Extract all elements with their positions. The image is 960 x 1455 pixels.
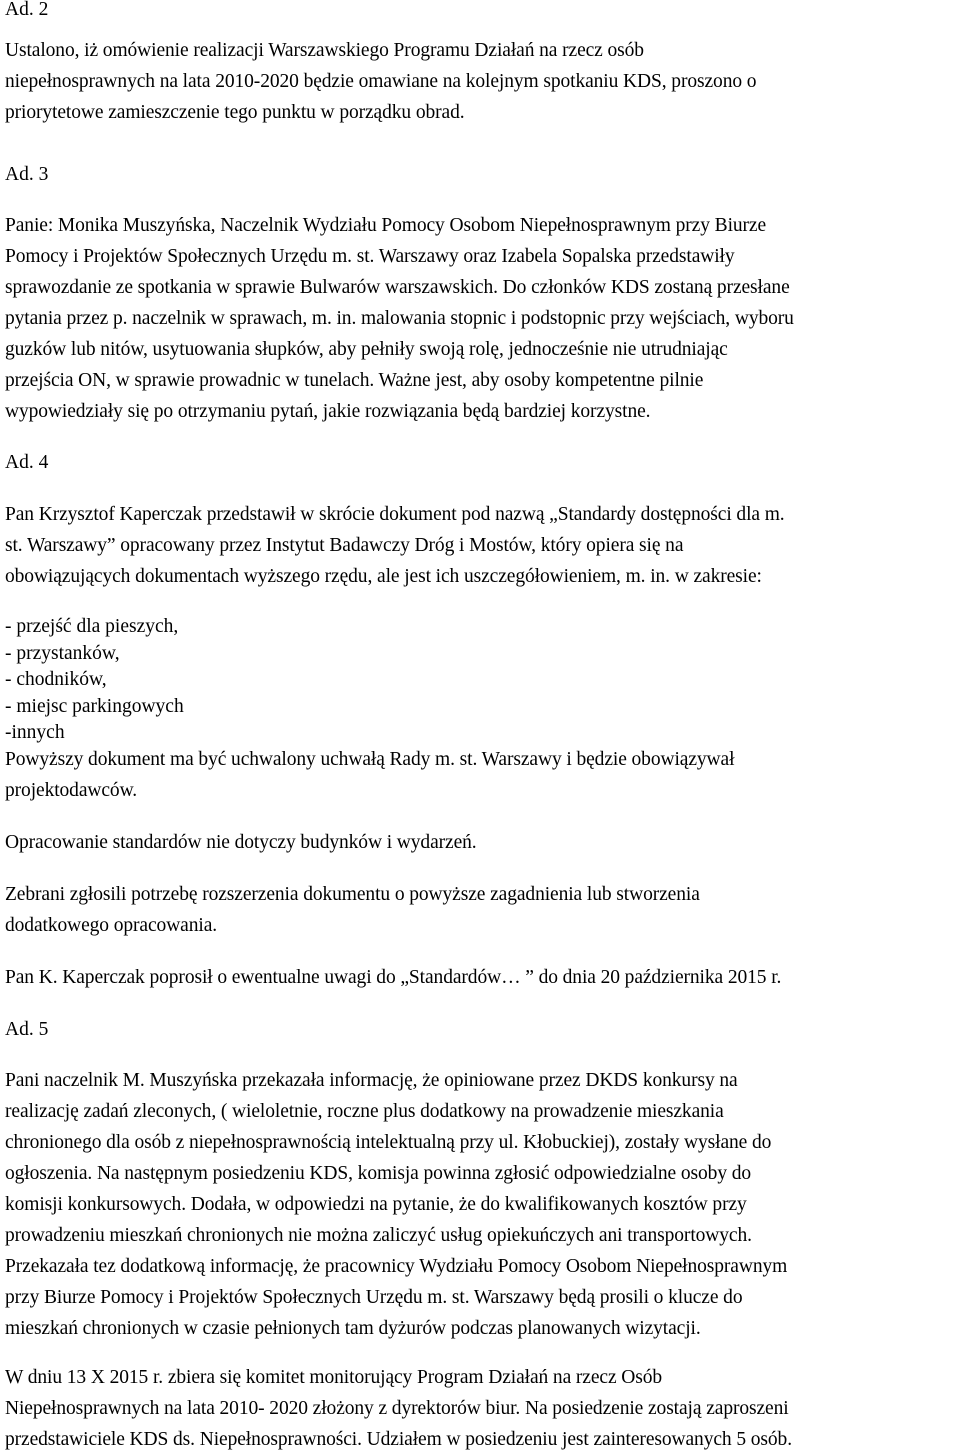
ad2-line: Ustalono, iż omówienie realizacji Warszawskiego Programu Działań na rzecz osób: [5, 40, 644, 61]
ad4-line: Pan K. Kaperczak poprosił o ewentualne uwagi do „Standardów… ” do dnia 20 października 2015 r.: [5, 967, 782, 988]
ad3-line: przejścia ON, w sprawie prowadnic w tunelach. Ważne jest, aby osoby kompetentne pilnie: [5, 370, 704, 391]
ad3-heading: Ad. 3: [5, 164, 49, 185]
final-line: Niepełnosprawnych na lata 2010- 2020 złożony z dyrektorów biur. Na posiedzenie zostają zaproszeni: [5, 1398, 789, 1419]
ad4-heading: Ad. 4: [5, 452, 49, 473]
ad5-line: komisji konkursowych. Dodała, w odpowiedzi na pytanie, że do kwalifikowanych kosztów przy: [5, 1194, 747, 1215]
list-item: - chodników,: [5, 669, 107, 690]
ad3-line: wypowiedziały się po otrzymaniu pytań, jakie rozwiązania będą bardziej korzystne.: [5, 401, 651, 422]
ad5-heading: Ad. 5: [5, 1019, 49, 1040]
ad4-line: Zebrani zgłosili potrzebę rozszerzenia dokumentu o powyższe zagadnienia lub stworzenia: [5, 884, 700, 905]
ad4-line: Powyższy dokument ma być uchwalony uchwałą Rady m. st. Warszawy i będzie obowiązywał: [5, 749, 735, 770]
ad4-line: Pan Krzysztof Kaperczak przedstawił w skrócie dokument pod nazwą „Standardy dostępności dla m.: [5, 504, 785, 525]
ad2-heading: Ad. 2: [5, 0, 49, 20]
final-line: W dniu 13 X 2015 r. zbiera się komitet monitorujący Program Działań na rzecz Osób: [5, 1367, 663, 1388]
ad2-paragraph: [5, 35, 756, 128]
ad5-line: prowadzeniu mieszkań chronionych nie można zaliczyć usług opiekuńczych ani transportowych.: [5, 1225, 752, 1246]
ad3-line: Panie: Monika Muszyńska, Naczelnik Wydziału Pomocy Osobom Niepełnosprawnym przy Biurze: [5, 215, 767, 236]
ad2-line: niepełnosprawnych na lata 2010-2020 będzie omawiane na kolejnym spotkaniu KDS, proszono o: [5, 71, 757, 92]
ad4-paragraph-3: [5, 879, 700, 941]
ad3-line: sprawozdanie ze spotkania w sprawie Bulwarów warszawskich. Do członków KDS zostaną przesłane: [5, 277, 790, 298]
ad4-line: obowiązujących dokumentach wyższego rzędu, ale jest ich uszczegółowieniem, m. in. w zakresie:: [5, 566, 762, 587]
ad3-line: Pomocy i Projektów Społecznych Urzędu m. st. Warszawy oraz Izabela Sopalska przedstawiły: [5, 246, 735, 267]
ad5-line: ogłoszenia. Na następnym posiedzeniu KDS, komisja powinna zgłosić odpowiedzialne osoby do: [5, 1163, 752, 1184]
ad4-after-list: [5, 744, 734, 806]
list-item: - przejść dla pieszych,: [5, 616, 179, 637]
list-item: - miejsc parkingowych: [5, 695, 184, 717]
ad5-paragraph: [5, 1065, 787, 1344]
ad5-line: realizację zadań zleconych, ( wieloletnie, roczne plus dodatkowy na prowadzenie mieszkania: [5, 1101, 724, 1122]
ad5-line: mieszkań chronionych w czasie pełnionych tam dyżurów podczas planowanych wizytacji.: [5, 1318, 701, 1339]
ad3-line: pytania przez p. naczelnik w sprawach, m. in. malowania stopnic i podstopnic przy wejściach, wyboru: [5, 308, 794, 329]
ad4-paragraph: [5, 499, 785, 592]
ad3-line: guzków lub nitów, usytuowania słupków, aby pełniły swoją rolę, jednocześnie nie utrudniając: [5, 339, 728, 360]
ad4-line: projektodawców.: [5, 780, 138, 801]
final-paragraph: [5, 1362, 792, 1455]
ad5-line: przy Biurze Pomocy i Projektów Społecznych Urzędu m. st. Warszawy będą prosili o klucze do: [5, 1287, 743, 1308]
ad3-paragraph: [5, 210, 794, 427]
list-item: - przystanków,: [5, 642, 120, 664]
ad4-line: st. Warszawy” opracowany przez Instytut Badawczy Dróg i Mostów, który opiera się na: [5, 535, 684, 556]
ad4-line: Opracowanie standardów nie dotyczy budynków i wydarzeń.: [5, 832, 477, 853]
ad4-paragraph-4: [5, 962, 781, 993]
ad4-line: dodatkowego opracowania.: [5, 915, 218, 936]
ad4-list: [5, 614, 184, 747]
final-line: przedstawiciele KDS ds. Niepełnosprawności. Udziałem w posiedzeniu jest zainteresowanych 5 osób.: [5, 1429, 792, 1450]
list-item: -innych: [5, 722, 65, 743]
ad2-line: priorytetowe zamieszczenie tego punktu w porządku obrad.: [5, 102, 465, 123]
ad5-line: Przekazała tez dodatkową informację, że pracownicy Wydziału Pomocy Osobom Niepełnosprawnym: [5, 1256, 788, 1277]
ad4-paragraph-2: [5, 827, 477, 858]
ad5-line: Pani naczelnik M. Muszyńska przekazała informację, że opiniowane przez DKDS konkursy na: [5, 1070, 738, 1091]
ad5-line: chronionego dla osób z niepełnosprawnością intelektualną przy ul. Kłobuckiej), zostały wysłane do: [5, 1132, 772, 1153]
